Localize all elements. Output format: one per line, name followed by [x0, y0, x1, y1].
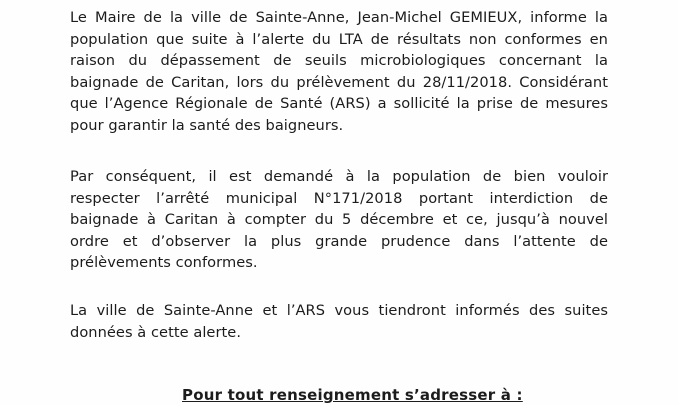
paragraph-line: respecter l’arrêté municipal N°171/2018 portant interdiction de	[70, 189, 608, 207]
contact-heading: Pour tout renseignement s’adresser à :	[182, 386, 523, 404]
paragraph-line: Par conséquent, il est demandé à la population de bien vouloir	[70, 168, 608, 185]
paragraph-line: baignade de Caritan, lors du prélèvement du 28/11/2018. Considérant	[70, 73, 608, 91]
paragraph-request	[70, 166, 608, 274]
paragraph-line: que l’Agence Régionale de Santé (ARS) a sollicité la prise de mesures	[70, 95, 608, 112]
paragraph-line: données à cette alerte.	[70, 323, 242, 341]
paragraph-followup	[70, 300, 608, 343]
paragraph-line: raison du dépassement de seuils microbiologiques concernant la	[70, 52, 608, 69]
paragraph-line: prélèvements conformes.	[70, 254, 258, 271]
paragraph-line: Le Maire de la ville de Sainte-Anne, Jean-Michel GEMIEUX, informe la	[70, 9, 608, 26]
paragraph-line: baignade à Caritan à compter du 5 décembre et ce, jusqu’à nouvel	[70, 211, 608, 228]
paragraph-line: ordre et d’observer la plus grande prudence dans l’attente de	[70, 232, 608, 250]
paragraph-line: La ville de Sainte-Anne et l’ARS vous tiendront informés des suites	[70, 302, 608, 319]
paragraph-line: population que suite à l’alerte du LTA de résultats non conformes en	[70, 30, 608, 48]
paragraph-announcement	[70, 7, 608, 136]
paragraph-line: pour garantir la santé des baigneurs.	[70, 116, 344, 134]
